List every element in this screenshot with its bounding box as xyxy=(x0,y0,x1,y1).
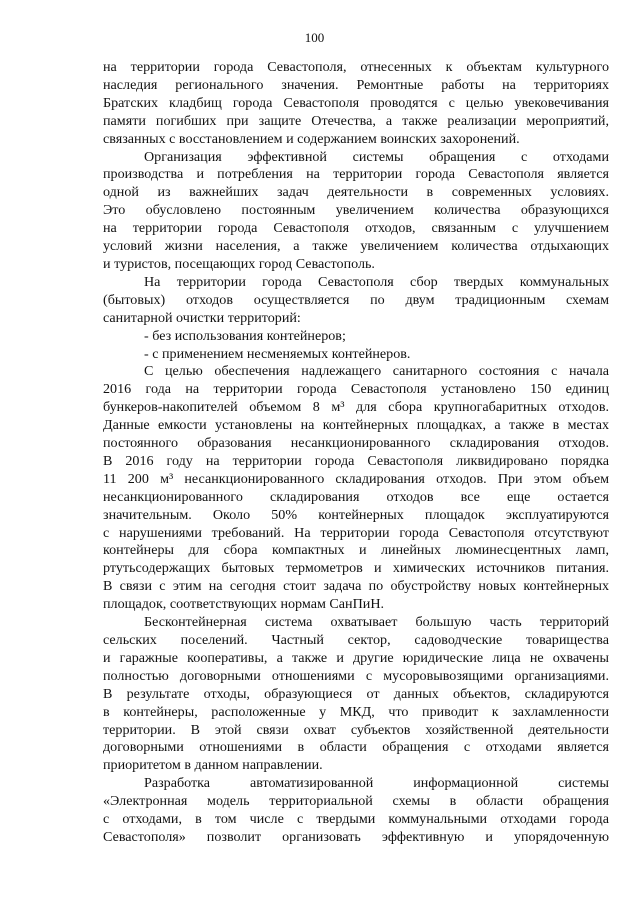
paragraph-line: В связи с этим на сегодня стоит задача по обустройству новых контейнерных xyxy=(103,578,609,595)
paragraph-line: условий жизни населения, а также увеличением количества отдыхающих xyxy=(103,238,609,255)
paragraph-line: 11 200 м³ несанкционированного складирования отходов. При этом объем xyxy=(103,470,609,487)
paragraph-line: на территории города Севастополя отходов, связанным с улучшением xyxy=(103,220,609,237)
paragraph-line: санитарной очистки территорий: xyxy=(103,309,301,326)
paragraph-line: приоритетом в данном направлении. xyxy=(103,757,323,774)
paragraph-line: Организация эффективной системы обращения с отходами xyxy=(144,148,609,165)
paragraph-line: одной из важнейших задач деятельности в современных условиях. xyxy=(103,184,609,201)
paragraph-line: значительным. Около 50% контейнерных площадок эксплуатируются xyxy=(103,506,609,523)
paragraph-line: несанкционированного складирования отходов все еще остается xyxy=(103,488,609,505)
page-number: 100 xyxy=(304,30,325,45)
paragraph-line: На территории города Севастополя сбор твердых коммунальных xyxy=(144,273,609,290)
paragraph-line: Это обусловлено постоянным увеличением количества образующихся xyxy=(103,202,609,219)
paragraph-line: «Электронная модель территориальной схемы в области обращения xyxy=(103,793,609,810)
paragraph-line: связанных с восстановлением и содержанием воинских захоронений. xyxy=(103,130,520,147)
paragraph-line: бункеров-накопителей объемом 8 м³ для сбора крупногабаритных отходов. xyxy=(103,399,609,416)
body-text xyxy=(103,59,609,847)
paragraph-line: в контейнеры, расположенные у МКД, что приводит к захламленности xyxy=(103,703,609,720)
list-item: - с применением несменяемых контейнеров. xyxy=(144,345,411,362)
paragraph-line: полностью договорными отношениями с мусоровывозящими организациями. xyxy=(103,667,609,684)
paragraph-line: сельских поселений. Частный сектор, садоводческие товарищества xyxy=(103,632,609,648)
paragraph-line: Братских кладбищ города Севастополя проводятся с целью увековечивания xyxy=(103,94,609,111)
paragraph-line: на территории города Севастополя, отнесенных к объектам культурного xyxy=(103,59,609,75)
paragraph-line: Данные емкости установлены на контейнерных площадках, а также в местах xyxy=(103,417,609,434)
paragraph-line: 2016 года на территории города Севастополя установлено 150 единиц xyxy=(103,381,609,398)
paragraph-line: Севастополя» позволит организовать эффективную и упорядоченную xyxy=(103,828,609,845)
paragraph-line: постоянного образования несанкционированного складирования отходов. xyxy=(103,435,609,452)
paragraph-line: с отходами, в том числе с твердыми коммунальными отходами города xyxy=(103,811,609,828)
paragraph-line: территории. В этой связи охват субъектов хозяйственной деятельности xyxy=(103,721,609,738)
paragraph-line: В 2016 году на территории города Севастополя ликвидировано порядка xyxy=(103,452,609,469)
paragraph-line: ртутьсодержащих бытовых термометров и химических источников питания. xyxy=(103,560,609,577)
paragraph-line: наследия регионального значения. Ремонтные работы на территориях xyxy=(103,76,609,93)
paragraph-line: контейнеры для сбора компактных и линейных люминесцентных ламп, xyxy=(103,542,609,559)
paragraph-line: производства и потребления на территории города Севастополя является xyxy=(103,166,609,183)
paragraph-line: Бесконтейнерная система охватывает большую часть территорий xyxy=(144,614,609,631)
paragraph-line: и туристов, посещающих город Севастополь. xyxy=(103,255,375,272)
paragraph-line: Разработка автоматизированной информационной системы xyxy=(144,775,609,792)
paragraph-line: памяти погибших при защите Отечества, а также реализации мероприятий, xyxy=(103,112,609,129)
paragraph-line: с нарушениями требований. На территории города Севастополя отсутствуют xyxy=(103,524,609,541)
paragraph-line: и гаражные кооперативы, а также и другие юридические лица не охвачены xyxy=(103,649,609,666)
paragraph-line: С целью обеспечения надлежащего санитарного состояния с начала xyxy=(144,363,609,380)
paragraph-line: договорными отношениями в области обращения с отходами является xyxy=(103,739,609,756)
paragraph-line: В результате отходы, образующиеся от данных объектов, складируются xyxy=(103,685,609,702)
list-item: - без использования контейнеров; xyxy=(144,327,346,344)
paragraph-line: площадок, соответствующих нормам СанПиН. xyxy=(103,596,385,613)
paragraph-line: (бытовых) отходов осуществляется по двум традиционным схемам xyxy=(103,291,609,308)
